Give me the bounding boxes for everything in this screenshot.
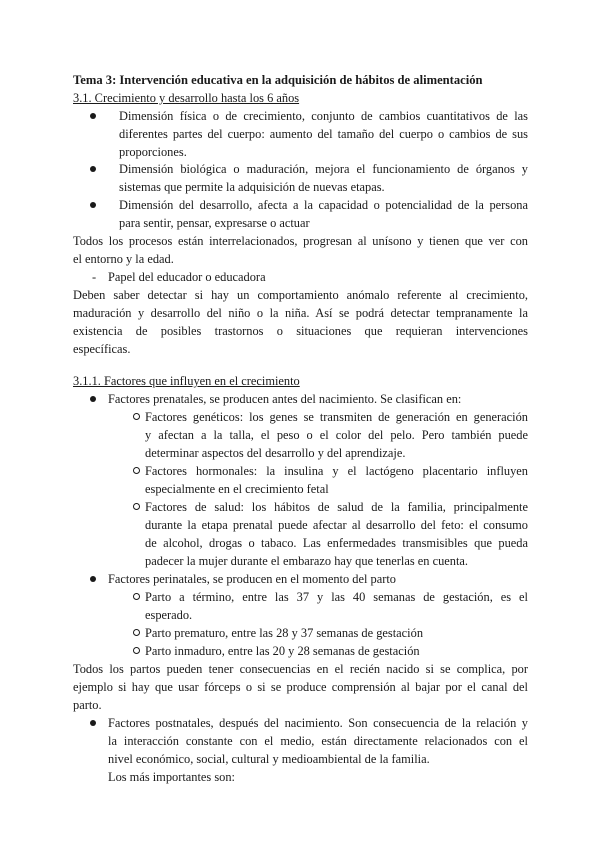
bullet-physical-line-3: proporciones. (119, 145, 187, 159)
page-title: Tema 3: Intervención educativa en la adquisición de hábitos de alimentación (73, 73, 483, 87)
paragraph-line: ejemplo si hay que usar fórceps o si se produce comprensión al bajar por el canal del (73, 680, 528, 694)
bullet-postnatal-line-3: nivel económico, social, cultural y medioambiental de la familia. (108, 752, 430, 766)
sub-hormonal-line-2: especialmente en el crecimiento fetal (145, 482, 329, 496)
sub-term-line-2: esperado. (145, 608, 193, 622)
section-heading-3-1-1: 3.1.1. Factores que influyen en el crecimiento (73, 374, 300, 388)
bullet-dot (90, 576, 96, 582)
sub-health-line-2: durante la etapa prenatal puede afectar al desarrollo del feto: el consumo (145, 518, 528, 532)
sub-genetic-line-1: Factores genéticos: los genes se transmiten de generación en generación (145, 410, 528, 424)
bullet-development-line-1: Dimensión del desarrollo, afecta a la capacidad o potencialidad de la persona (119, 198, 528, 212)
sub-bullet-circle (133, 503, 140, 510)
sub-term-line-1: Parto a término, entre las 37 y las 40 semanas de gestación, es el (145, 590, 528, 604)
sub-bullet-circle (133, 467, 140, 474)
bullet-biological-line-1: Dimensión biológica o maduración, mejora el funcionamiento de órganos y (119, 162, 528, 176)
dash-marker: - (92, 270, 97, 284)
bullet-dot (90, 166, 96, 172)
paragraph-line: maduración y desarrollo del niño o la niña. Así se podrá detectar tempranamente la (73, 306, 528, 320)
paragraph-line: específicas. (73, 342, 131, 356)
sub-bullet-circle (133, 629, 140, 636)
bullet-development-line-2: para sentir, pensar, expresarse o actuar (119, 216, 310, 230)
sub-premature: Parto prematuro, entre las 28 y 37 semanas de gestación (145, 626, 424, 640)
bullet-physical-line-1: Dimensión física o de crecimiento, conjunto de cambios cuantitativos de las (119, 109, 528, 123)
sub-bullet-circle (133, 647, 140, 654)
bullet-postnatal-line-4: Los más importantes son: (108, 770, 235, 784)
dash-item-educator: Papel del educador o educadora (108, 270, 266, 284)
sub-bullet-circle (133, 593, 140, 600)
sub-genetic-line-2: y afectan a la talla, el peso o el color del pelo. Pero también puede (145, 428, 528, 442)
sub-health-line-3: de alcohol, drogas o tabaco. Las enfermedades transmisibles que pueda (145, 536, 528, 550)
sub-genetic-line-3: determinar aspectos del desarrollo y del aprendizaje. (145, 446, 406, 460)
section-heading-3-1: 3.1. Crecimiento y desarrollo hasta los 6 años (73, 91, 300, 105)
paragraph-line: Todos los procesos están interrelacionados, progresan al unísono y tienen que ver con (73, 234, 528, 248)
sub-immature: Parto inmaduro, entre las 20 y 28 semanas de gestación (145, 644, 420, 658)
bullet-dot (90, 720, 96, 726)
bullet-postnatal-line-2: la interacción constante con el medio, están directamente relacionados con el (108, 734, 528, 748)
bullet-dot (90, 202, 96, 208)
sub-hormonal-line-1: Factores hormonales: la insulina y el lactógeno placentario influyen (145, 464, 528, 478)
paragraph-line: parto. (73, 698, 102, 712)
paragraph-line: Todos los partos pueden tener consecuencias en el recién nacido si se complica, por (73, 662, 528, 676)
bullet-prenatal: Factores prenatales, se producen antes del nacimiento. Se clasifican en: (108, 392, 462, 406)
bullet-dot (90, 113, 96, 119)
sub-bullet-circle (133, 413, 140, 420)
bullet-perinatal: Factores perinatales, se producen en el momento del parto (108, 572, 396, 586)
bullet-physical-line-2: diferentes partes del cuerpo: aumento del tamaño del cuerpo o cambios de sus (119, 127, 528, 141)
paragraph-line: existencia de posibles trastornos o situaciones que requieran intervenciones (73, 324, 528, 338)
bullet-biological-line-2: sistemas que permite la adquisición de nuevas etapas. (119, 180, 385, 194)
sub-health-line-4: padecer la mujer durante el embarazo hay que tenerlas en cuenta. (145, 554, 469, 568)
bullet-dot (90, 396, 96, 402)
bullet-postnatal-line-1: Factores postnatales, después del nacimiento. Son consecuencia de la relación y (108, 716, 528, 730)
sub-health-line-1: Factores de salud: los hábitos de salud de la familia, principalmente (145, 500, 528, 514)
paragraph-line: Deben saber detectar si hay un comportamiento anómalo referente al crecimiento, (73, 288, 528, 302)
paragraph-line: el entorno y la edad. (73, 252, 174, 266)
